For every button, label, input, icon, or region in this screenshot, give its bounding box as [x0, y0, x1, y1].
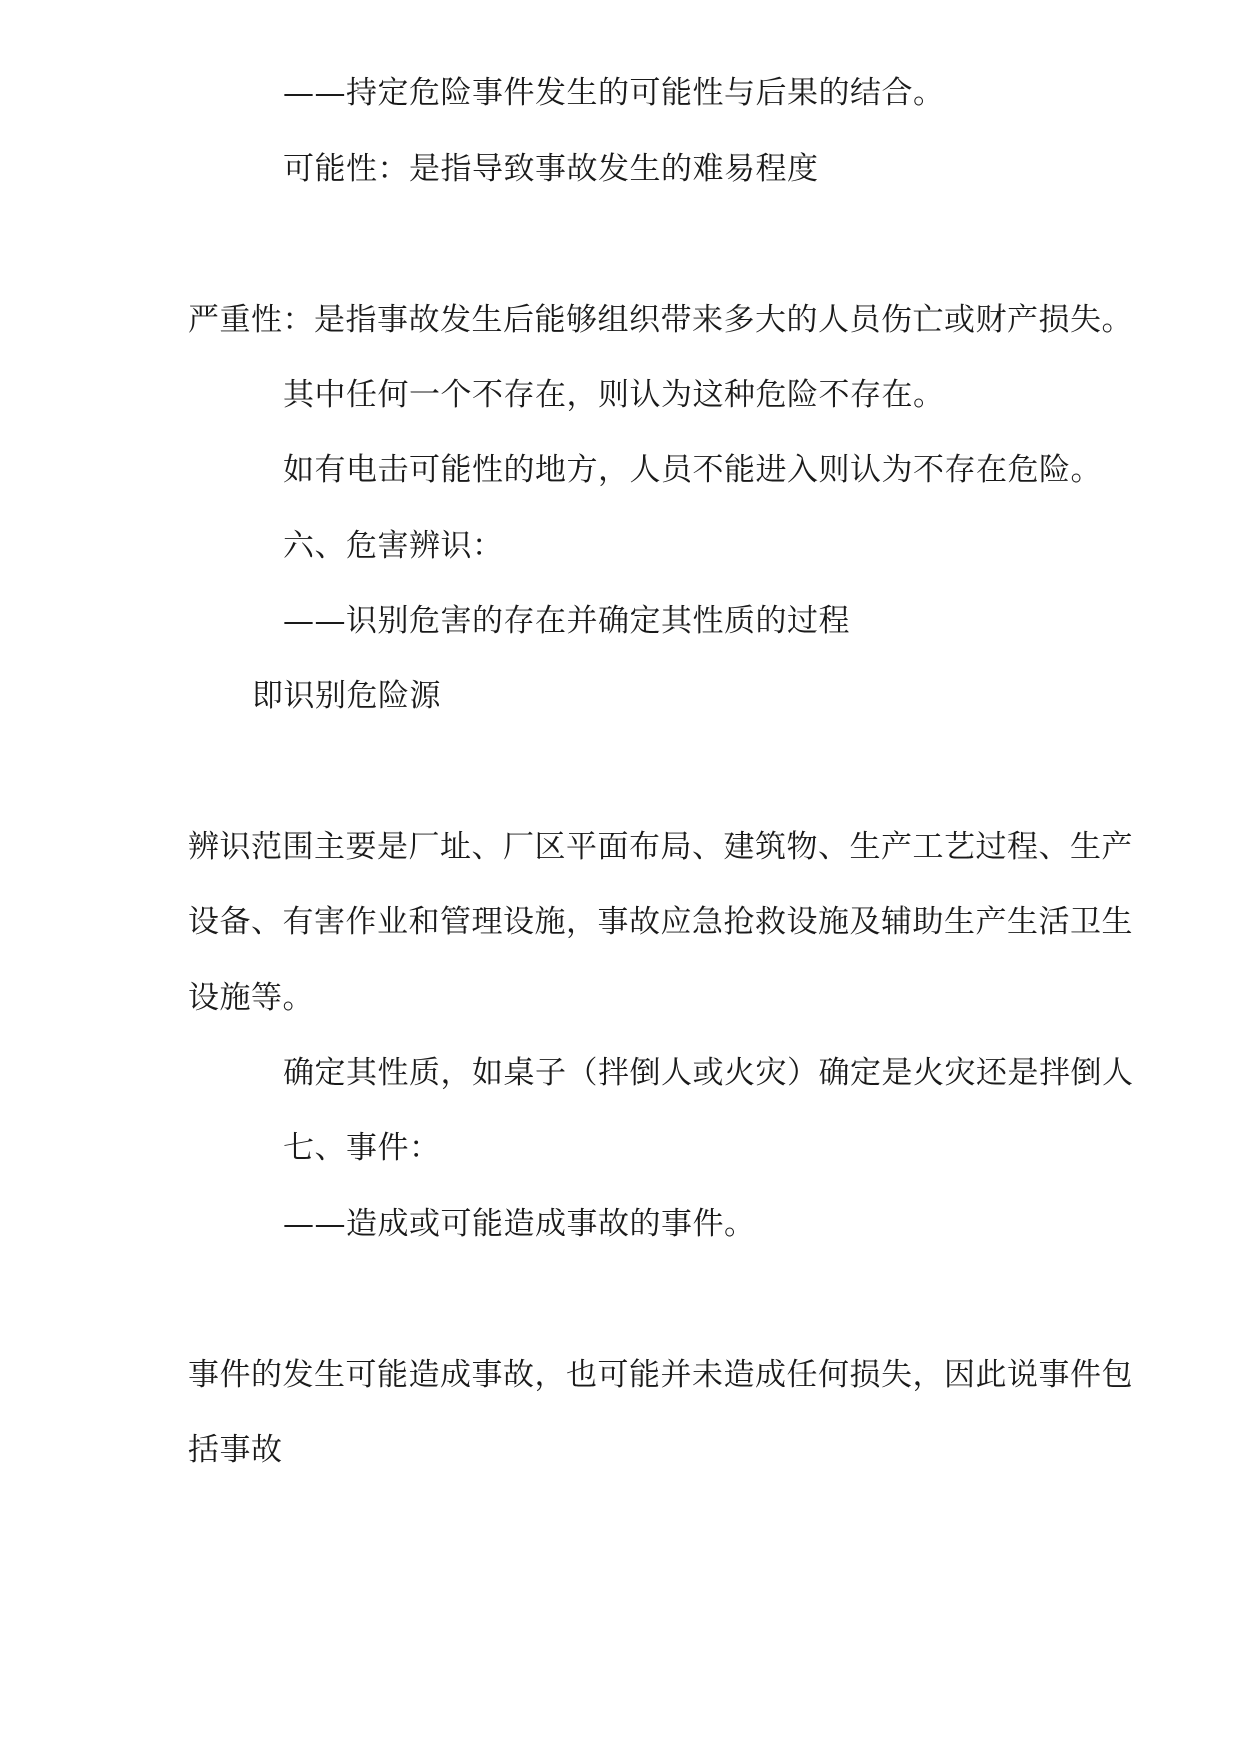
paragraph-line: 如有电击可能性的地方，人员不能进入则认为不存在危险。	[283, 452, 1102, 488]
section-heading: 七、事件：	[283, 1130, 441, 1166]
section-heading: 六、危害辨识：	[283, 528, 504, 564]
paragraph-line: 严重性：是指事故发生后能够组织带来多大的人员伤亡或财产损失。	[188, 302, 1133, 338]
paragraph-line: 设备、有害作业和管理设施，事故应急抢救设施及辅助生产生活卫生	[188, 904, 1133, 940]
paragraph-line: ——持定危险事件发生的可能性与后果的结合。	[283, 75, 945, 111]
paragraph-line: 辨识范围主要是厂址、厂区平面布局、建筑物、生产工艺过程、生产	[188, 829, 1133, 865]
paragraph-line: 可能性：是指导致事故发生的难易程度	[283, 151, 819, 187]
paragraph-line: 即识别危险源	[252, 678, 441, 714]
paragraph-line: 事件的发生可能造成事故，也可能并未造成任何损失，因此说事件包	[188, 1357, 1133, 1393]
paragraph-line: 设施等。	[188, 980, 314, 1016]
paragraph-line: 其中任何一个不存在，则认为这种危险不存在。	[283, 377, 945, 413]
paragraph-line: ——识别危害的存在并确定其性质的过程	[283, 603, 850, 639]
paragraph-line: 括事故	[188, 1432, 283, 1468]
paragraph-line: ——造成或可能造成事故的事件。	[283, 1206, 756, 1242]
paragraph-line: 确定其性质，如桌子（拌倒人或火灾）确定是火灾还是拌倒人	[283, 1055, 1134, 1091]
